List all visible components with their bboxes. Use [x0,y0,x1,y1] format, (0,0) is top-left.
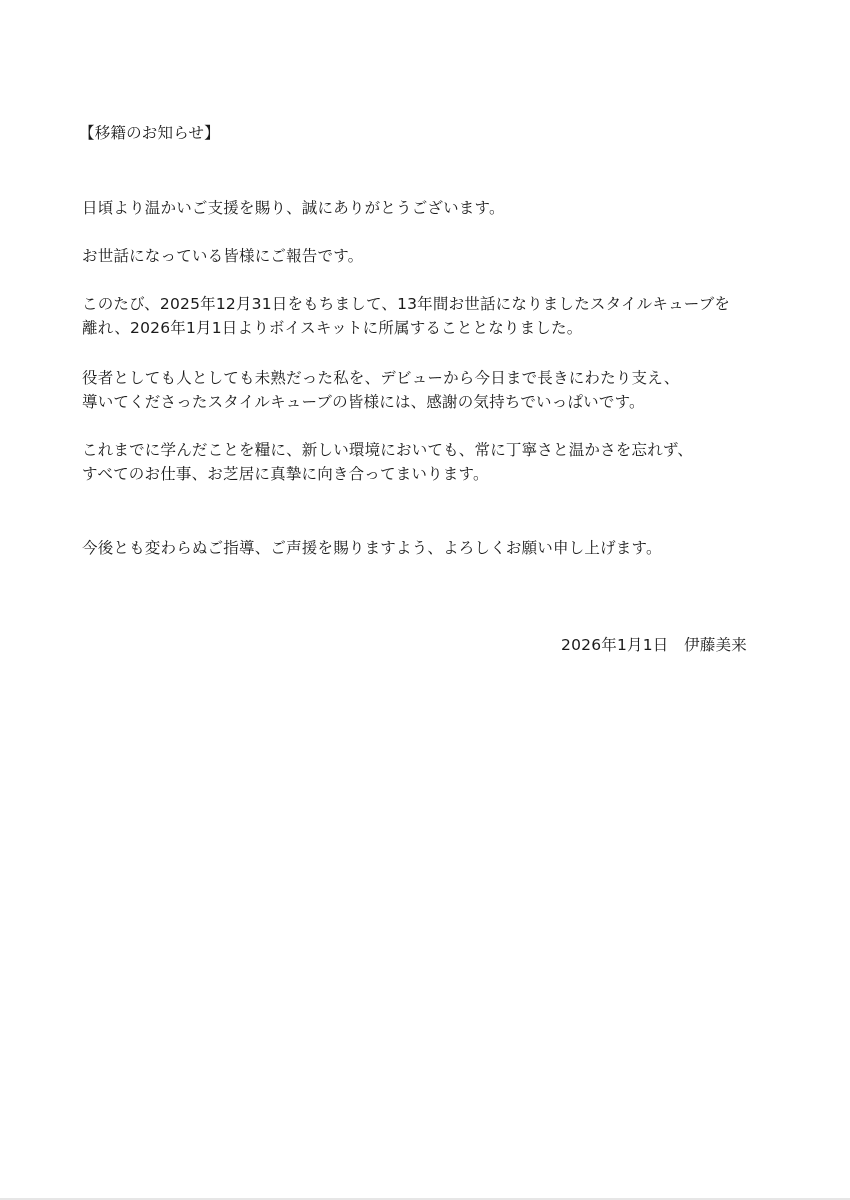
paragraph-report: お世話になっている皆様にご報告です。 [82,247,364,265]
paragraph-transfer-line-1: このたび、2025年12月31日をもちまして、13年間お世話になりましたスタイルキューブを [82,295,731,313]
paragraph-greeting: 日頃より温かいご支援を賜り、誠にありがとうございます。 [82,199,505,217]
paragraph-commitment-line-1: これまでに学んだことを糧に、新しい環境においても、常に丁寧さと温かさを忘れず、 [82,441,694,459]
paragraph-thanks-line-1: 役者としても人としても未熟だった私を、デビューから今日まで長きにわたり支え、 [82,369,680,387]
document-title: 【移籍のお知らせ】 [79,124,220,142]
paragraph-transfer-line-2: 離れ、2026年1月1日よりボイスキットに所属することとなりました。 [82,319,583,337]
signature-date-name: 2026年1月1日 伊藤美来 [561,636,747,654]
paragraph-commitment-line-2: すべてのお仕事、お芝居に真摯に向き合ってまいります。 [82,465,489,483]
paragraph-thanks-line-2: 導いてくださったスタイルキューブの皆様には、感謝の気持ちでいっぱいです。 [82,393,645,411]
paragraph-closing: 今後とも変わらぬご指導、ご声援を賜りますよう、よろしくお願い申し上げます。 [82,539,662,557]
